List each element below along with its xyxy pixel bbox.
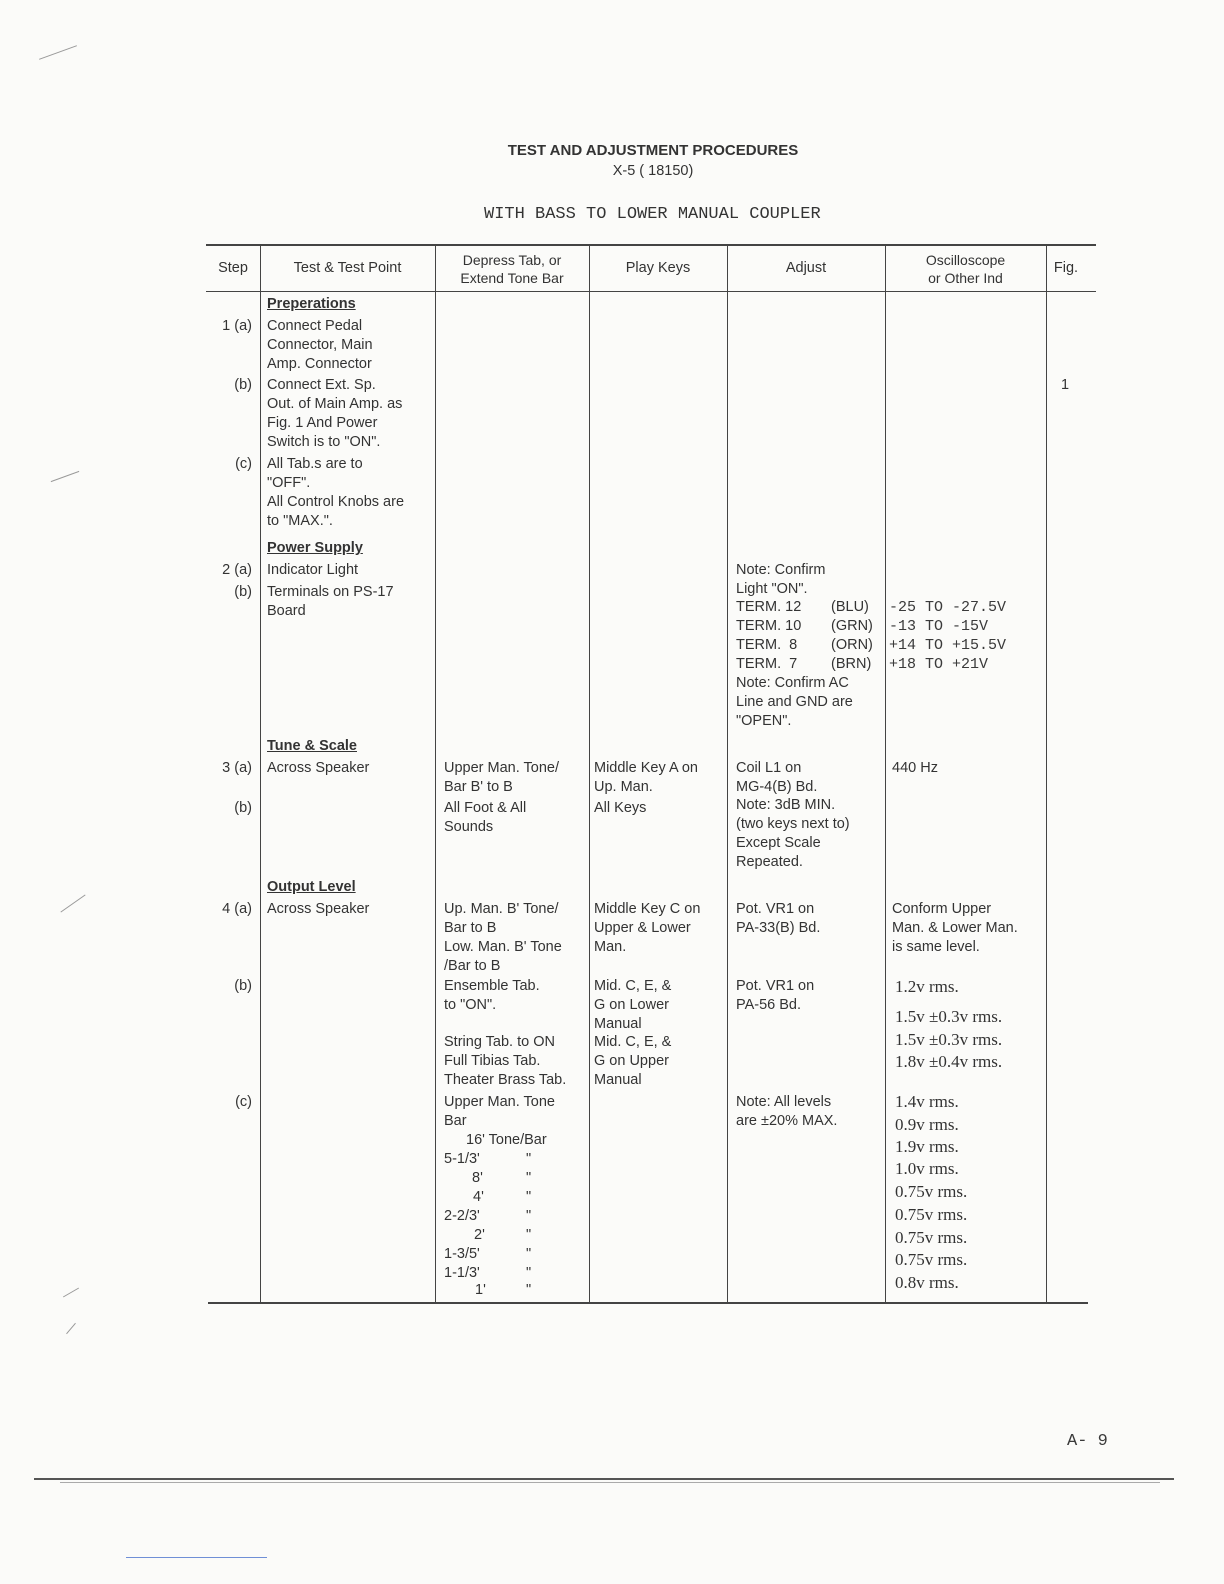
test-point: Terminals on PS-17 Board	[267, 584, 394, 619]
ditto-mark: "	[526, 1227, 532, 1243]
step-label: 3 (a)	[222, 760, 252, 776]
rms-reading: 0.75v rms.	[895, 1228, 968, 1247]
page-title: TEST AND ADJUSTMENT PROCEDURES	[507, 142, 799, 159]
col-header-depress: Depress Tab, or Extend Tone Bar	[460, 252, 564, 286]
ditto-mark: "	[526, 1282, 532, 1298]
terminal-color: (GRN)	[831, 618, 873, 634]
step-label: (b)	[234, 978, 252, 994]
scan-mark	[63, 1288, 79, 1298]
column-divider	[885, 246, 886, 1302]
terminal-label: TERM. 10	[736, 618, 802, 634]
voltage-range: +18 TO +21V	[889, 656, 989, 673]
stray-blue-line	[126, 1557, 267, 1558]
test-point: Connect Pedal Connector, Main Amp. Connector	[267, 318, 373, 372]
step-label: 2 (a)	[222, 562, 252, 578]
test-point: Indicator Light	[267, 562, 359, 578]
figure-ref: 1	[1061, 377, 1070, 393]
terminal-color: (BLU)	[831, 599, 869, 615]
play-keys: All Keys	[594, 800, 647, 816]
table-bottom-rule	[208, 1302, 1088, 1304]
step-label: (b)	[234, 377, 252, 393]
adjust-note: Note: Confirm Light "ON".	[736, 562, 826, 597]
test-point: Across Speaker	[267, 901, 370, 917]
rms-reading: 0.9v rms.	[895, 1115, 959, 1134]
page-subtitle: WITH BASS TO LOWER MANUAL COUPLER	[484, 205, 821, 224]
test-point: Connect Ext. Sp. Out. of Main Amp. as Fig. 1 And Power Switch is to "ON".	[267, 377, 403, 450]
adjust-note: Pot. VR1 on PA-56 Bd.	[736, 978, 815, 1013]
ditto-mark: "	[526, 1265, 532, 1281]
voltage-range: -25 TO -27.5V	[889, 599, 1007, 616]
play-keys: Mid. C, E, & G on Lower Manual	[594, 978, 672, 1032]
terminal-label: TERM. 8	[736, 637, 798, 653]
col-header-osc: Oscilloscope or Other Ind	[925, 252, 1006, 286]
column-divider	[260, 246, 261, 1302]
table-top-rule	[206, 244, 1096, 246]
adjust-note: Note: 3dB MIN. (two keys next to) Except Scale Repeated.	[736, 797, 850, 870]
rms-reading: 1.0v rms.	[895, 1159, 959, 1178]
column-divider	[727, 246, 728, 1302]
depress-tab: String Tab. to ON Full Tibias Tab. Theater Brass Tab.	[444, 1034, 567, 1088]
rms-reading: 1.5v ±0.3v rms.	[895, 1007, 1003, 1026]
osc-reading: 440 Hz	[892, 760, 938, 776]
ditto-mark: "	[526, 1170, 532, 1186]
step-label: 1 (a)	[222, 318, 252, 334]
scan-mark	[51, 471, 80, 482]
tone-bar-footage: 1-3/5'	[444, 1246, 480, 1262]
rms-reading: 1.9v rms.	[895, 1137, 959, 1156]
adjust-note: Coil L1 on MG-4(B) Bd.	[736, 760, 818, 795]
header-bottom-rule	[206, 291, 1096, 292]
page-bottom-edge-shadow	[60, 1482, 1160, 1483]
voltage-range: -13 TO -15V	[889, 618, 989, 635]
depress-tab: Up. Man. B' Tone/ Bar to B Low. Man. B' Tone /Bar to B	[444, 901, 562, 974]
rms-reading: 1.4v rms.	[895, 1092, 959, 1111]
play-keys: Middle Key A on Up. Man.	[594, 760, 698, 795]
tone-bar-footage: 1-1/3'	[444, 1265, 480, 1281]
step-label: (c)	[235, 456, 252, 472]
page-number: A- 9	[1067, 1432, 1108, 1451]
section-heading: Preperations	[267, 296, 356, 312]
scan-mark	[60, 894, 85, 912]
section-heading: Output Level	[267, 879, 356, 895]
adjust-note: Note: All levels are ±20% MAX.	[736, 1094, 838, 1129]
terminal-color: (ORN)	[831, 637, 873, 653]
scan-mark	[66, 1323, 76, 1334]
step-label: (c)	[235, 1094, 252, 1110]
ditto-mark: "	[526, 1151, 532, 1167]
tone-bar-footage: 4'	[473, 1189, 484, 1205]
voltage-range: +14 TO +15.5V	[889, 637, 1007, 654]
tone-bar-footage: 2-2/3'	[444, 1208, 480, 1224]
depress-tab: Upper Man. Tone Bar	[444, 1094, 555, 1129]
column-divider	[589, 246, 590, 1302]
page-bottom-edge	[34, 1478, 1174, 1480]
rms-reading: 0.75v rms.	[895, 1182, 968, 1201]
rms-reading: 0.75v rms.	[895, 1250, 968, 1269]
col-header-step: Step	[218, 260, 248, 276]
tone-bar-footage: 16' Tone/Bar	[466, 1132, 547, 1148]
test-point: Across Speaker	[267, 760, 370, 776]
column-divider	[435, 246, 436, 1302]
ditto-mark: "	[526, 1189, 532, 1205]
rms-reading: 1.8v ±0.4v rms.	[895, 1052, 1003, 1071]
adjust-note: Pot. VR1 on PA-33(B) Bd.	[736, 901, 821, 936]
ditto-mark: "	[526, 1246, 532, 1262]
adjust-note: Note: Confirm AC Line and GND are "OPEN".	[736, 675, 853, 729]
col-header-test: Test & Test Point	[293, 260, 402, 276]
terminal-label: TERM. 12	[736, 599, 802, 615]
col-header-fig: Fig.	[1053, 260, 1079, 276]
rms-reading: 1.2v rms.	[895, 977, 959, 996]
rms-reading: 0.8v rms.	[895, 1273, 959, 1292]
tone-bar-footage: 8'	[472, 1170, 483, 1186]
col-header-adjust: Adjust	[785, 260, 827, 276]
depress-tab: Ensemble Tab. to "ON".	[444, 978, 540, 1013]
osc-reading: Conform Upper Man. & Lower Man. is same level.	[892, 901, 1018, 955]
column-divider	[1046, 246, 1047, 1302]
terminal-label: TERM. 7	[736, 656, 798, 672]
model-number: X-5 ( 18150)	[612, 163, 694, 179]
terminal-color: (BRN)	[831, 656, 872, 672]
depress-tab: Upper Man. Tone/ Bar B' to B	[444, 760, 559, 795]
scan-mark	[39, 45, 77, 60]
tone-bar-footage: 2'	[474, 1227, 485, 1243]
ditto-mark: "	[526, 1208, 532, 1224]
step-label: (b)	[234, 800, 252, 816]
test-point: All Tab.s are to "OFF". All Control Knobs are to "MAX.".	[267, 456, 405, 529]
tone-bar-footage: 5-1/3'	[444, 1151, 480, 1167]
step-label: (b)	[234, 584, 252, 600]
section-heading: Power Supply	[267, 540, 363, 556]
tone-bar-footage: 1'	[475, 1282, 486, 1298]
depress-tab: All Foot & All Sounds	[444, 800, 527, 835]
play-keys: Middle Key C on Upper & Lower Man.	[594, 901, 701, 955]
rms-reading: 0.75v rms.	[895, 1205, 968, 1224]
rms-reading: 1.5v ±0.3v rms.	[895, 1030, 1003, 1049]
col-header-play: Play Keys	[625, 260, 691, 276]
section-heading: Tune & Scale	[267, 738, 357, 754]
play-keys: Mid. C, E, & G on Upper Manual	[594, 1034, 672, 1088]
step-label: 4 (a)	[222, 901, 252, 917]
